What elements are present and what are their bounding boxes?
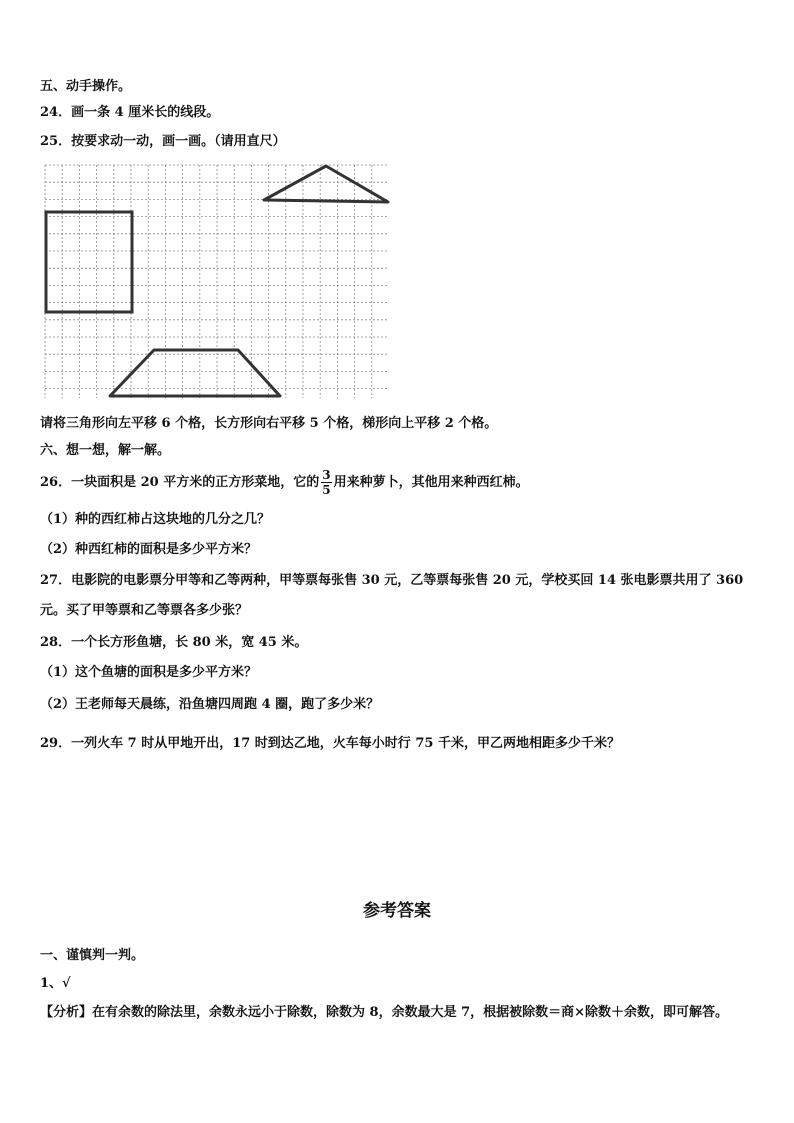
question-26-text-end: 用来种萝卜，其他用来种西红柿。 (333, 475, 529, 490)
answer-item-1: 1、√ (40, 976, 71, 991)
fraction-denominator: 5 (322, 483, 331, 497)
question-28: 28．一个长方形鱼塘，长 80 米，宽 45 米。 (40, 635, 308, 650)
question-27-line-1: 27．电影院的电影票分甲等和乙等两种，甲等票每张售 30 元，乙等票每张售 20 元，学校买回 14 张电影票共用了 360 (40, 573, 744, 588)
trapezoid-shape (110, 350, 280, 396)
question-27-line-2: 元。买了甲等票和乙等票各多少张？ (40, 603, 249, 618)
answer-analysis: 【分析】在有余数的除法里，余数永远小于除数，除数为 8，余数最大是 7，根据被除数＝商×除数＋余数，即可解答。 (40, 1005, 729, 1020)
question-26 (40, 468, 529, 497)
section-heading-6: 六、想一想，解一解。 (40, 443, 171, 458)
question-25-instruction: 请将三角形向左平移 6 个格，长方形向右平移 5 个格，梯形向上平移 2 个格。 (40, 416, 498, 431)
question-26-part-1: （1）种的西红柿占这块地的几分之几？ (40, 512, 271, 527)
question-26-part-2: （2）种西红柿的面积是多少平方米？ (40, 542, 258, 557)
question-24: 24．画一条 4 厘米长的线段。 (40, 105, 220, 120)
question-29: 29．一列火车 7 时从甲地开出，17 时到达乙地，火车每小时行 75 千米，甲乙两地相距多少千米？ (40, 736, 620, 751)
answers-title: 参考答案 (363, 901, 431, 921)
rectangle-shape (46, 212, 132, 312)
question-25: 25．按要求动一动，画一画。（请用直尺） (40, 134, 286, 149)
triangle-shape (264, 166, 388, 202)
fraction (321, 468, 331, 497)
translation-grid-figure (44, 164, 390, 400)
section-heading-5: 五、动手操作。 (40, 79, 132, 94)
answers-section-heading: 一、谨慎判一判。 (40, 948, 145, 963)
grid-svg (44, 164, 390, 400)
question-28-part-2: （2）王老师每天晨练，沿鱼塘四周跑 4 圈，跑了多少米？ (40, 697, 380, 712)
fraction-numerator: 3 (322, 468, 331, 482)
question-28-part-1: （1）这个鱼塘的面积是多少平方米？ (40, 665, 258, 680)
question-26-text-start: 26．一块面积是 20 平方米的正方形菜地，它的 (40, 475, 320, 490)
